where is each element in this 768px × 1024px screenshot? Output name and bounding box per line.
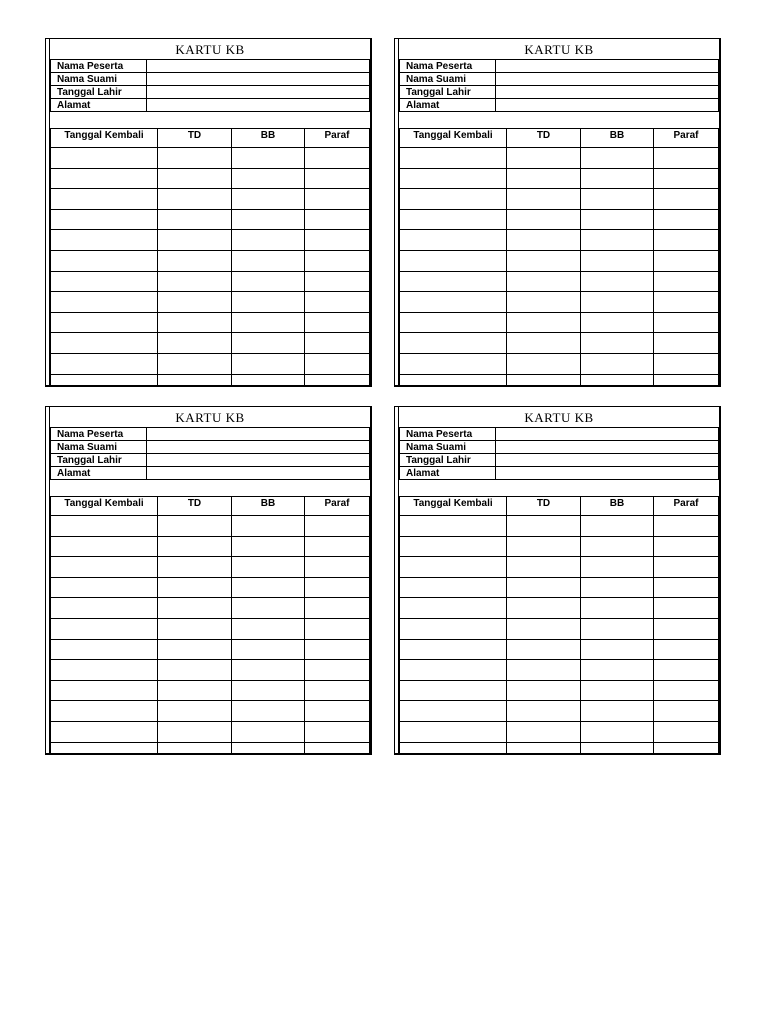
info-row-tanggal-lahir [400, 454, 719, 467]
field-value [147, 73, 370, 86]
table-row [400, 230, 719, 251]
kartu-kb-card [45, 406, 372, 755]
table-row [51, 209, 370, 230]
table-row [400, 292, 719, 313]
table-row [400, 353, 719, 374]
field-value [496, 99, 719, 112]
table-row [51, 374, 370, 386]
info-row-alamat [51, 99, 370, 112]
info-row-tanggal-lahir [51, 86, 370, 99]
field-label: Tanggal Lahir [400, 454, 496, 467]
table-row [51, 189, 370, 210]
card-title: KARTU KB [175, 42, 245, 57]
field-label: Alamat [400, 99, 496, 112]
participant-info-table [399, 59, 719, 112]
field-value [147, 428, 370, 441]
visit-log-table [50, 496, 370, 755]
info-row-nama-suami [51, 441, 370, 454]
table-row [51, 333, 370, 354]
kartu-kb-card [394, 38, 721, 387]
table-row [400, 557, 719, 578]
table-row [400, 189, 719, 210]
table-row [400, 516, 719, 537]
field-label: Nama Suami [400, 73, 496, 86]
table-row [400, 721, 719, 742]
field-value [496, 454, 719, 467]
info-row-alamat [400, 467, 719, 480]
table-row [400, 536, 719, 557]
card-frame [398, 39, 719, 385]
column-header-paraf: Paraf [654, 129, 719, 148]
field-label: Alamat [51, 467, 147, 480]
table-row [51, 168, 370, 189]
table-row [400, 742, 719, 754]
field-value [147, 86, 370, 99]
column-header-paraf: Paraf [305, 129, 370, 148]
field-value [496, 86, 719, 99]
table-row [51, 271, 370, 292]
table-row [51, 250, 370, 271]
participant-info-table [50, 59, 370, 112]
column-header-td: TD [507, 497, 581, 516]
visit-header-row [400, 497, 719, 516]
field-value [496, 441, 719, 454]
field-value [496, 73, 719, 86]
field-label: Alamat [51, 99, 147, 112]
card-frame [398, 407, 719, 753]
table-row [51, 577, 370, 598]
table-row [400, 680, 719, 701]
table-row [400, 168, 719, 189]
table-row [51, 292, 370, 313]
table-row [51, 516, 370, 537]
card-title: KARTU KB [524, 410, 594, 425]
info-row-nama-suami [400, 73, 719, 86]
kartu-kb-card [45, 38, 372, 387]
table-row [51, 230, 370, 251]
field-label: Tanggal Lahir [51, 454, 147, 467]
info-row-tanggal-lahir [51, 454, 370, 467]
table-row [400, 618, 719, 639]
participant-info-table [50, 427, 370, 480]
table-row [400, 598, 719, 619]
table-row [51, 721, 370, 742]
table-row [51, 557, 370, 578]
field-label: Nama Peserta [51, 60, 147, 73]
field-value [147, 99, 370, 112]
field-value [147, 454, 370, 467]
column-header-td: TD [158, 129, 232, 148]
field-value [147, 60, 370, 73]
field-label: Nama Peserta [400, 428, 496, 441]
field-label: Tanggal Lahir [400, 86, 496, 99]
field-label: Tanggal Lahir [51, 86, 147, 99]
field-value [496, 428, 719, 441]
field-label: Nama Peserta [51, 428, 147, 441]
table-row [400, 374, 719, 386]
visit-header-row [51, 129, 370, 148]
info-row-nama-peserta [400, 428, 719, 441]
table-row [51, 742, 370, 754]
participant-info-table [399, 427, 719, 480]
visit-header-row [51, 497, 370, 516]
table-row [400, 333, 719, 354]
field-value [496, 467, 719, 480]
field-label: Nama Suami [400, 441, 496, 454]
column-header-bb: BB [581, 497, 654, 516]
column-header-td: TD [507, 129, 581, 148]
card-title: KARTU KB [175, 410, 245, 425]
table-row [400, 250, 719, 271]
column-header-td: TD [158, 497, 232, 516]
card-frame [49, 39, 370, 385]
info-row-nama-peserta [51, 428, 370, 441]
table-row [51, 618, 370, 639]
table-row [400, 209, 719, 230]
card-title: KARTU KB [524, 42, 594, 57]
card-frame [49, 407, 370, 753]
column-header-bb: BB [232, 497, 305, 516]
field-label: Nama Peserta [400, 60, 496, 73]
spacer [50, 112, 370, 128]
spacer [399, 112, 719, 128]
table-row [400, 148, 719, 169]
table-row [51, 148, 370, 169]
info-row-nama-peserta [400, 60, 719, 73]
info-row-alamat [51, 467, 370, 480]
field-label: Alamat [400, 467, 496, 480]
field-value [496, 60, 719, 73]
column-header-tanggal-kembali: Tanggal Kembali [400, 129, 507, 148]
spacer [50, 480, 370, 496]
field-label: Nama Suami [51, 73, 147, 86]
field-value [147, 441, 370, 454]
field-label: Nama Suami [51, 441, 147, 454]
table-row [51, 639, 370, 660]
table-row [400, 701, 719, 722]
table-row [400, 271, 719, 292]
spacer [399, 480, 719, 496]
info-row-nama-suami [51, 73, 370, 86]
column-header-bb: BB [232, 129, 305, 148]
table-row [51, 536, 370, 557]
info-row-nama-peserta [51, 60, 370, 73]
info-row-tanggal-lahir [400, 86, 719, 99]
table-row [51, 701, 370, 722]
visit-header-row [400, 129, 719, 148]
column-header-paraf: Paraf [305, 497, 370, 516]
column-header-paraf: Paraf [654, 497, 719, 516]
column-header-tanggal-kembali: Tanggal Kembali [400, 497, 507, 516]
table-row [51, 680, 370, 701]
table-row [51, 312, 370, 333]
table-row [400, 660, 719, 681]
table-row [51, 660, 370, 681]
info-row-alamat [400, 99, 719, 112]
visit-log-table [50, 128, 370, 387]
table-row [51, 598, 370, 619]
kartu-kb-card [394, 406, 721, 755]
table-row [400, 577, 719, 598]
visit-log-table [399, 128, 719, 387]
column-header-tanggal-kembali: Tanggal Kembali [51, 129, 158, 148]
column-header-tanggal-kembali: Tanggal Kembali [51, 497, 158, 516]
visit-log-table [399, 496, 719, 755]
table-row [51, 353, 370, 374]
field-value [147, 467, 370, 480]
table-row [400, 312, 719, 333]
column-header-bb: BB [581, 129, 654, 148]
info-row-nama-suami [400, 441, 719, 454]
table-row [400, 639, 719, 660]
